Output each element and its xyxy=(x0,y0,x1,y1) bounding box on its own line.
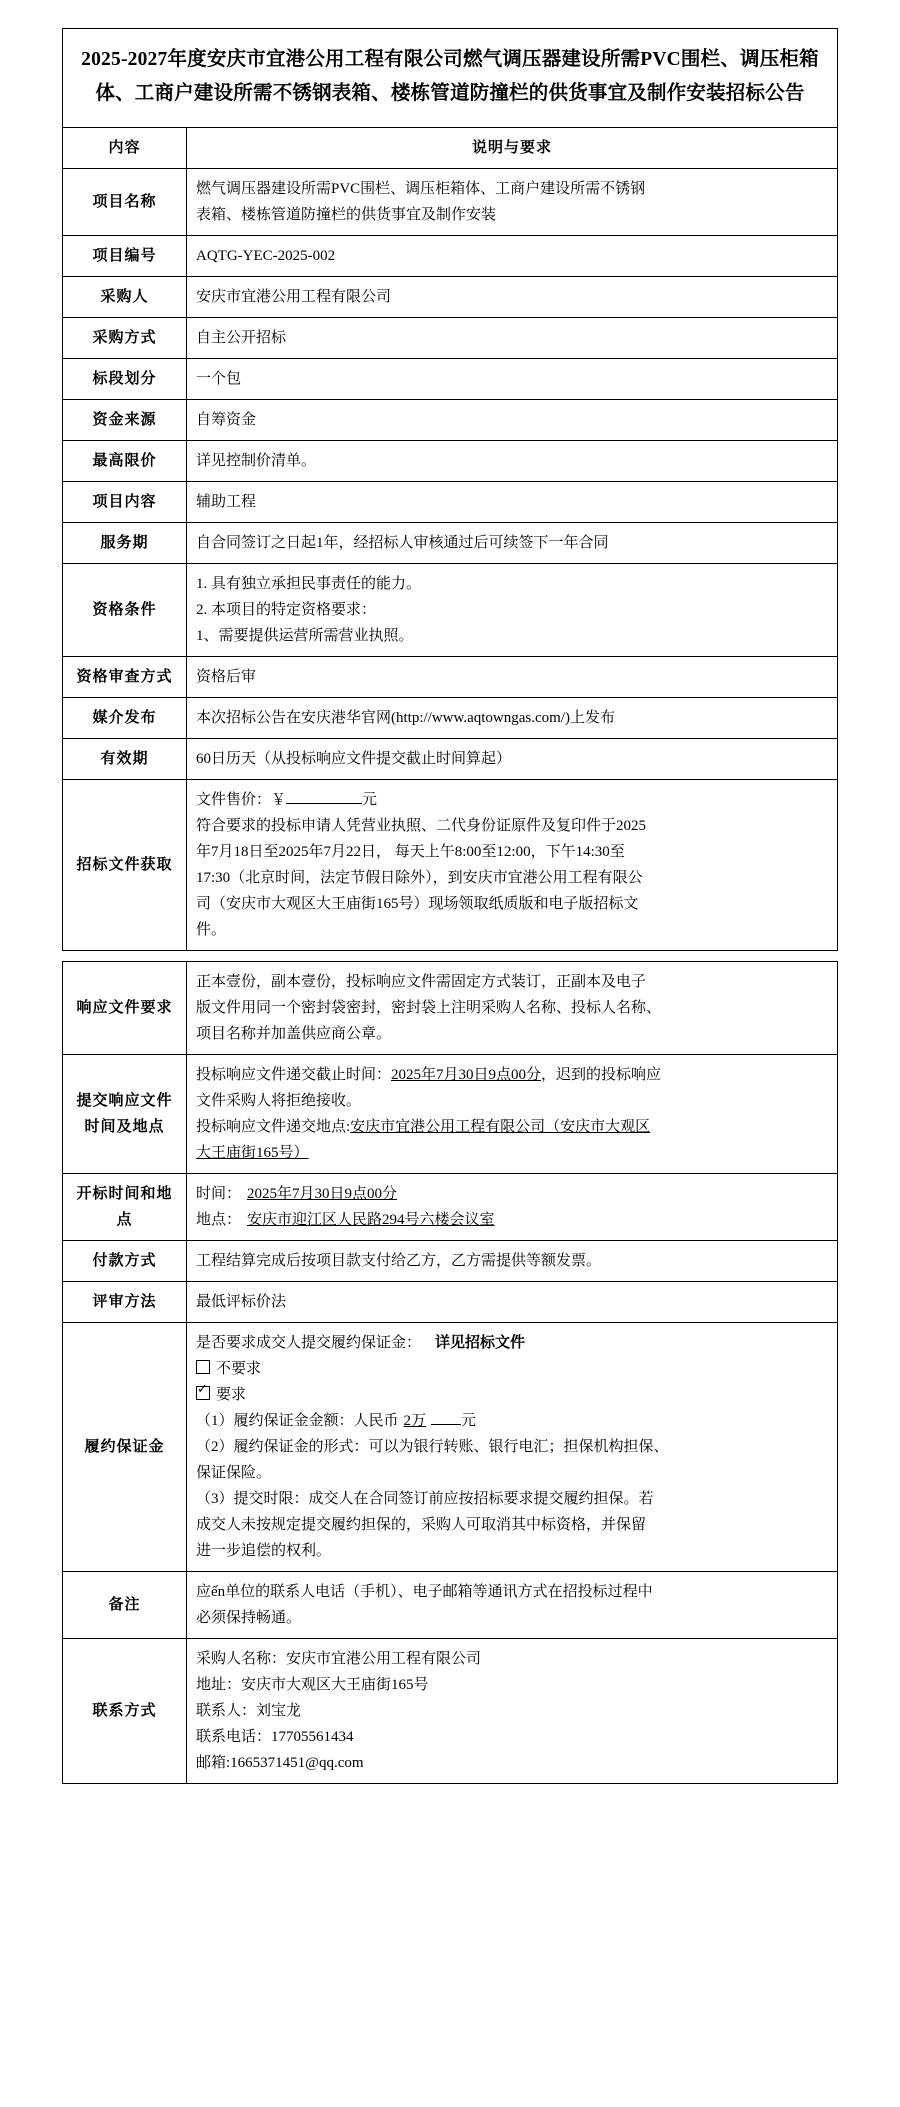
place-prefix: 投标响应文件递交地点: xyxy=(196,1119,351,1135)
row-value-line: 符合要求的投标申请人凭营业执照、二代身份证原件及复印件于2025 xyxy=(196,818,647,834)
row-value xyxy=(187,962,838,1055)
row-value: 工程结算完成后按项目款支付给乙方，乙方需提供等额发票。 xyxy=(187,1241,838,1282)
price-blank-field[interactable] xyxy=(286,803,332,804)
row-value xyxy=(187,1174,838,1241)
row-value-line: 进一步追偿的权利。 xyxy=(196,1543,332,1559)
contact-purchaser-name: 采购人名称：安庆市宜港公用工程有限公司 xyxy=(196,1651,482,1667)
bid-open-time-line xyxy=(196,1181,828,1207)
table-row xyxy=(63,277,838,318)
deadline-value: 2025年7月30日9点00分 xyxy=(391,1067,542,1083)
row-label: 提交响应文件时间及地点 xyxy=(63,1055,187,1174)
row-label: 资格条件 xyxy=(63,564,187,657)
contact-person: 联系人：刘宝龙 xyxy=(196,1703,302,1719)
guarantee-question: 是否要求成交人提交履约保证金： xyxy=(196,1335,422,1351)
contact-address: 地址：安庆市大观区大王庙街165号 xyxy=(196,1677,429,1693)
row-label: 采购方式 xyxy=(63,318,187,359)
table-row-document-acquire xyxy=(63,780,838,951)
place-value-cont: 大王庙街165号） xyxy=(196,1145,309,1161)
row-label: 备注 xyxy=(63,1572,187,1639)
table-row xyxy=(63,1282,838,1323)
row-label: 开标时间和地点 xyxy=(63,1174,187,1241)
header-col-content: 内容 xyxy=(63,128,187,169)
option-label: 要求 xyxy=(216,1387,247,1403)
row-label: 资格审查方式 xyxy=(63,657,187,698)
row-value: AQTG-YEC-2025-002 xyxy=(187,236,838,277)
row-value-line: （2）履约保证金的形式：可以为银行转账、银行电汇；担保机构担保、 xyxy=(196,1439,669,1455)
table-row xyxy=(63,482,838,523)
row-value-line: 应ến单位的联系人电话（手机）、电子邮箱等通讯方式在招投标过程中 xyxy=(196,1584,653,1600)
row-value-line: 年7月18日至2025年7月22日， 每天上午8:00至12:00，下午14:30至 xyxy=(196,844,625,860)
row-value-line: 1、需要提供运营所需营业执照。 xyxy=(196,628,414,644)
amount-prefix: （1）履约保证金金额：人民币 xyxy=(196,1413,399,1429)
row-label: 招标文件获取 xyxy=(63,780,187,951)
table-row xyxy=(63,236,838,277)
place-value: 安庆市迎江区人民路294号六楼会议室 xyxy=(247,1212,495,1228)
bid-open-place-line xyxy=(196,1207,828,1233)
row-value: 安庆市宜港公用工程有限公司 xyxy=(187,277,838,318)
table-row xyxy=(63,698,838,739)
contact-email: 邮箱:1665371451@qq.com xyxy=(196,1755,364,1771)
table-row-submission xyxy=(63,1055,838,1174)
row-label: 有效期 xyxy=(63,739,187,780)
row-label: 采购人 xyxy=(63,277,187,318)
row-value-line: 正本壹份，副本壹份，投标响应文件需固定方式装订，正副本及电子 xyxy=(196,974,647,990)
table-row-remark xyxy=(63,1572,838,1639)
row-value: 本次招标公告在安庆港华官网(http://www.aqtowngas.com/)上发布 xyxy=(187,698,838,739)
row-value: 自筹资金 xyxy=(187,400,838,441)
price-prefix: 文件售价：￥ xyxy=(196,792,287,808)
submission-place-line xyxy=(196,1114,828,1140)
row-value: 辅助工程 xyxy=(187,482,838,523)
row-label: 评审方法 xyxy=(63,1282,187,1323)
amount-value: 2万 xyxy=(403,1413,427,1429)
guarantee-amount-line xyxy=(196,1408,828,1434)
price-suffix: 元 xyxy=(362,792,378,808)
table-row xyxy=(63,1241,838,1282)
row-value xyxy=(187,1055,838,1174)
amount-blank[interactable] xyxy=(431,1424,461,1425)
row-value-line: 成交人未按规定提交履约担保的，采购人可取消其中标资格，并保留 xyxy=(196,1517,647,1533)
table-row xyxy=(63,318,838,359)
contact-phone: 联系电话：17705561434 xyxy=(196,1729,354,1745)
row-label: 服务期 xyxy=(63,523,187,564)
row-value-line: 必须保持畅通。 xyxy=(196,1610,302,1626)
deadline-suffix: ，迟到的投标响应 xyxy=(541,1067,662,1083)
table-row xyxy=(63,169,838,236)
row-value: 详见控制价清单。 xyxy=(187,441,838,482)
place-value: 安庆市宜港公用工程有限公司（安庆市大观区 xyxy=(350,1119,651,1135)
row-label: 最高限价 xyxy=(63,441,187,482)
table-row xyxy=(63,564,838,657)
row-value-line: （3）提交时限：成交人在合同签订前应按招标要求提交履约担保。若 xyxy=(196,1491,654,1507)
guarantee-question-note: 详见招标文件 xyxy=(435,1335,526,1351)
row-value: 自合同签订之日起1年，经招标人审核通过后可续签下一年合同 xyxy=(187,523,838,564)
row-value: 最低评标价法 xyxy=(187,1282,838,1323)
row-label: 项目内容 xyxy=(63,482,187,523)
row-label: 联系方式 xyxy=(63,1639,187,1784)
guarantee-option-no[interactable] xyxy=(196,1356,828,1382)
row-label: 项目编号 xyxy=(63,236,187,277)
row-value xyxy=(187,169,838,236)
document-price-line xyxy=(196,787,828,813)
row-value-line: 燃气调压器建设所需PVC围栏、调压柜箱体、工商户建设所需不锈钢 xyxy=(196,181,646,197)
row-value-line: 2. 本项目的特定资格要求： xyxy=(196,602,377,618)
table-row-bid-open xyxy=(63,1174,838,1241)
row-label: 媒介发布 xyxy=(63,698,187,739)
table-row xyxy=(63,359,838,400)
row-value-line: 版文件用同一个密封袋密封，密封袋上注明采购人名称、投标人名称、 xyxy=(196,1000,662,1016)
row-label: 项目名称 xyxy=(63,169,187,236)
announcement-table-part2 xyxy=(62,961,838,1784)
table-row xyxy=(63,400,838,441)
row-value-line: 项目名称并加盖供应商公章。 xyxy=(196,1026,392,1042)
table-row xyxy=(63,441,838,482)
row-value xyxy=(187,1572,838,1639)
submission-deadline-line xyxy=(196,1062,828,1088)
time-prefix: 时间： xyxy=(196,1186,242,1202)
row-value: 60日历天（从投标响应文件提交截止时间算起） xyxy=(187,739,838,780)
row-label: 履约保证金 xyxy=(63,1323,187,1572)
checkbox-unchecked-icon[interactable] xyxy=(196,1360,210,1374)
table-header-row xyxy=(63,128,838,169)
row-label: 标段划分 xyxy=(63,359,187,400)
row-value-line: 表箱、楼栋管道防撞栏的供货事宜及制作安装 xyxy=(196,207,497,223)
amount-suffix: 元 xyxy=(461,1413,477,1429)
table-row xyxy=(63,523,838,564)
guarantee-question-line xyxy=(196,1330,828,1356)
deadline-prefix: 投标响应文件递交截止时间： xyxy=(196,1067,392,1083)
row-value-line: 司（安庆市大观区大王庙街165号）现场领取纸质版和电子版招标文 xyxy=(196,896,639,912)
row-value xyxy=(187,1323,838,1572)
row-value: 自主公开招标 xyxy=(187,318,838,359)
row-value xyxy=(187,780,838,951)
announcement-table xyxy=(62,127,838,951)
row-label: 响应文件要求 xyxy=(63,962,187,1055)
row-value-line: 保证保险。 xyxy=(196,1465,272,1481)
row-label: 资金来源 xyxy=(63,400,187,441)
checkbox-checked-icon[interactable] xyxy=(196,1386,210,1400)
row-value xyxy=(187,1639,838,1784)
table-row xyxy=(63,962,838,1055)
row-value-line: 17:30（北京时间，法定节假日除外），到安庆市宜港公用工程有限公 xyxy=(196,870,643,886)
price-blank-field-2[interactable] xyxy=(332,803,362,804)
time-value: 2025年7月30日9点00分 xyxy=(247,1186,398,1202)
row-value: 资格后审 xyxy=(187,657,838,698)
guarantee-option-yes[interactable] xyxy=(196,1382,828,1408)
option-label: 不要求 xyxy=(216,1361,262,1377)
header-col-description: 说明与要求 xyxy=(187,128,838,169)
table-row xyxy=(63,657,838,698)
row-label: 付款方式 xyxy=(63,1241,187,1282)
row-value-line: 件。 xyxy=(196,922,227,938)
page-title: 2025-2027年度安庆市宜港公用工程有限公司燃气调压器建设所需PVC围栏、调压柜箱体、工商户建设所需不锈钢表箱、楼栋管道防撞栏的供货事宜及制作安装招标公告 xyxy=(62,28,838,127)
row-value-line: 1. 具有独立承担民事责任的能力。 xyxy=(196,576,422,592)
row-value: 一个包 xyxy=(187,359,838,400)
table-row-contact xyxy=(63,1639,838,1784)
row-value xyxy=(187,564,838,657)
row-value-line: 文件采购人将拒绝接收。 xyxy=(196,1093,362,1109)
table-row xyxy=(63,739,838,780)
table-row-guarantee xyxy=(63,1323,838,1572)
place-prefix: 地点： xyxy=(196,1212,242,1228)
